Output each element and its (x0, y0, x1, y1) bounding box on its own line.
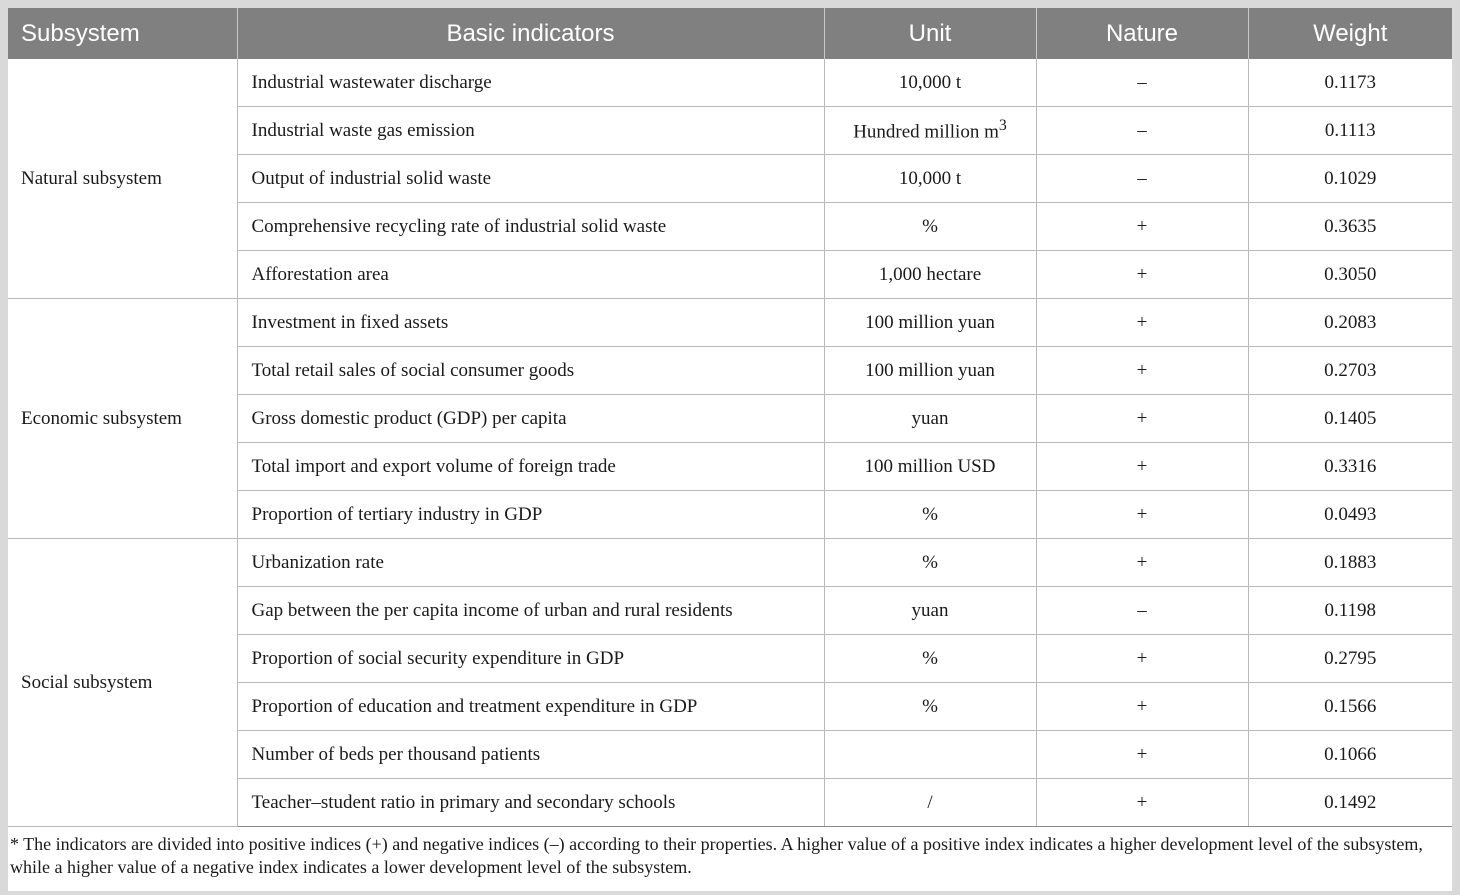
table-row (8, 59, 1452, 107)
table-row (8, 539, 1452, 587)
indicator-cell: Industrial wastewater discharge (237, 59, 824, 107)
weight-cell: 0.1113 (1248, 107, 1452, 155)
unit-cell: % (824, 539, 1036, 587)
subsystem-cell: Economic subsystem (8, 299, 237, 539)
nature-cell: + (1036, 395, 1248, 443)
nature-cell: – (1036, 59, 1248, 107)
header-weight: Weight (1248, 8, 1452, 59)
weight-cell: 0.1173 (1248, 59, 1452, 107)
unit-cell (824, 107, 1036, 155)
weight-cell: 0.1566 (1248, 683, 1452, 731)
unit-cell: 1,000 hectare (824, 251, 1036, 299)
nature-cell: + (1036, 491, 1248, 539)
indicator-cell: Afforestation area (237, 251, 824, 299)
weight-cell: 0.2083 (1248, 299, 1452, 347)
table-container (8, 8, 1452, 891)
nature-cell: + (1036, 683, 1248, 731)
weight-cell: 0.1066 (1248, 731, 1452, 779)
nature-cell: + (1036, 443, 1248, 491)
indicator-cell: Investment in fixed assets (237, 299, 824, 347)
unit-cell: 100 million yuan (824, 347, 1036, 395)
indicator-cell: Number of beds per thousand patients (237, 731, 824, 779)
unit-cell (824, 731, 1036, 779)
header-subsystem: Subsystem (8, 8, 237, 59)
unit-cell: / (824, 779, 1036, 827)
nature-cell: + (1036, 635, 1248, 683)
nature-cell: + (1036, 779, 1248, 827)
indicator-cell: Gross domestic product (GDP) per capita (237, 395, 824, 443)
weight-cell: 0.0493 (1248, 491, 1452, 539)
indicator-cell: Total retail sales of social consumer goods (237, 347, 824, 395)
unit-text: Hundred million m (853, 121, 999, 143)
nature-cell: + (1036, 299, 1248, 347)
unit-cell: 10,000 t (824, 59, 1036, 107)
unit-cell: 100 million yuan (824, 299, 1036, 347)
weight-cell: 0.2703 (1248, 347, 1452, 395)
indicator-cell: Gap between the per capita income of urban and rural residents (237, 587, 824, 635)
indicator-cell: Proportion of education and treatment expenditure in GDP (237, 683, 824, 731)
indicator-cell: Teacher–student ratio in primary and secondary schools (237, 779, 824, 827)
indicator-cell: Comprehensive recycling rate of industrial solid waste (237, 203, 824, 251)
nature-cell: + (1036, 347, 1248, 395)
unit-cell: 10,000 t (824, 155, 1036, 203)
weight-cell: 0.1405 (1248, 395, 1452, 443)
header-unit: Unit (824, 8, 1036, 59)
nature-cell: – (1036, 155, 1248, 203)
nature-cell: – (1036, 587, 1248, 635)
indicator-cell: Urbanization rate (237, 539, 824, 587)
weight-cell: 0.1198 (1248, 587, 1452, 635)
subsystem-cell: Social subsystem (8, 539, 237, 827)
nature-cell: + (1036, 203, 1248, 251)
weight-cell: 0.3635 (1248, 203, 1452, 251)
unit-cell: yuan (824, 395, 1036, 443)
indicator-cell: Proportion of tertiary industry in GDP (237, 491, 824, 539)
weight-cell: 0.2795 (1248, 635, 1452, 683)
unit-cell: yuan (824, 587, 1036, 635)
header-nature: Nature (1036, 8, 1248, 59)
table-row (8, 299, 1452, 347)
unit-cell: % (824, 683, 1036, 731)
weight-cell: 0.3316 (1248, 443, 1452, 491)
nature-cell: + (1036, 731, 1248, 779)
weight-cell: 0.1492 (1248, 779, 1452, 827)
weight-cell: 0.1883 (1248, 539, 1452, 587)
weight-cell: 0.3050 (1248, 251, 1452, 299)
unit-cell: % (824, 203, 1036, 251)
indicator-cell: Output of industrial solid waste (237, 155, 824, 203)
indicator-table (8, 8, 1452, 827)
unit-cell: % (824, 635, 1036, 683)
unit-cell: % (824, 491, 1036, 539)
weight-cell: 0.1029 (1248, 155, 1452, 203)
indicator-cell: Industrial waste gas emission (237, 107, 824, 155)
unit-cell: 100 million USD (824, 443, 1036, 491)
header-basic-indicators: Basic indicators (237, 8, 824, 59)
table-header-row (8, 8, 1452, 59)
nature-cell: + (1036, 539, 1248, 587)
nature-cell: – (1036, 107, 1248, 155)
unit-superscript: 3 (998, 117, 1007, 135)
subsystem-cell: Natural subsystem (8, 59, 237, 299)
nature-cell: + (1036, 251, 1248, 299)
indicator-cell: Total import and export volume of foreign trade (237, 443, 824, 491)
indicator-cell: Proportion of social security expenditure in GDP (237, 635, 824, 683)
table-footnote: * The indicators are divided into positive indices (+) and negative indices (–) according to their properties. A higher value of a positive index indicates a higher development level of the subsystem, while a higher value of a negative index indicates a lower development level of the subsystem. (10, 834, 1423, 877)
